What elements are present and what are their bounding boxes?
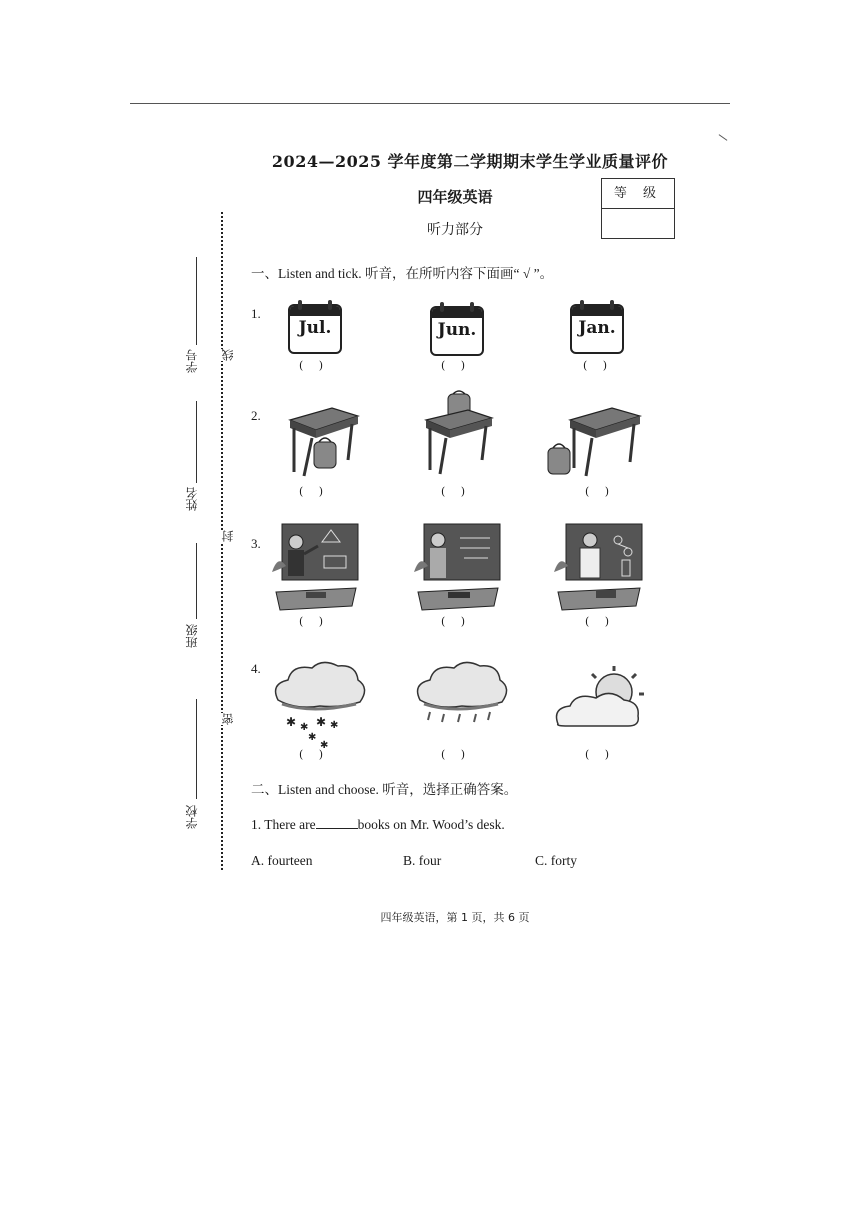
math-teacher-icon[interactable]	[270, 522, 362, 612]
calendar-month-jul: Jul.	[298, 318, 332, 338]
snow-cloud-icon[interactable]	[268, 660, 368, 750]
svg-text:✱: ✱	[300, 722, 309, 733]
school-line	[196, 699, 197, 799]
calendar-icon-jun[interactable]	[430, 302, 484, 352]
answer-parentheses[interactable]: ( )	[298, 748, 330, 761]
grade-box	[601, 178, 675, 239]
answer-parentheses[interactable]: ( )	[582, 359, 614, 372]
answer-blank[interactable]	[316, 816, 358, 829]
desk-bag-under-icon[interactable]	[282, 398, 360, 478]
option-c[interactable]: C. forty	[535, 853, 577, 868]
seal-word-seal: 封	[221, 530, 235, 542]
answer-parentheses[interactable]: ( )	[298, 359, 330, 372]
seal-word-secret: 密	[221, 713, 235, 725]
question-number: 1.	[251, 306, 261, 321]
svg-text:✱: ✱	[308, 732, 317, 743]
sunny-cloudy-icon[interactable]	[552, 662, 654, 736]
student-id-line	[196, 257, 197, 345]
svg-text:✱: ✱	[316, 715, 327, 729]
option-b[interactable]: B. four	[403, 853, 442, 868]
exam-subtitle: 四年级英语	[417, 188, 493, 206]
answer-parentheses[interactable]: ( )	[298, 615, 330, 628]
class-line	[196, 543, 197, 619]
answer-parentheses[interactable]: ( )	[440, 359, 472, 372]
student-id-label: 学号	[185, 349, 199, 373]
page-footer: 四年级英语，第 1 页，共 6 页	[380, 911, 530, 924]
svg-text:✱: ✱	[320, 740, 329, 750]
calendar-icon-jul[interactable]	[288, 300, 342, 350]
option-a[interactable]: A. fourteen	[251, 853, 313, 868]
part2-heading: 二、Listen and choose. 听音，选择正确答案。	[251, 782, 518, 797]
answer-parentheses[interactable]: ( )	[584, 615, 616, 628]
answer-parentheses[interactable]: ( )	[440, 485, 472, 498]
rain-cloud-icon[interactable]	[410, 660, 510, 726]
question-number: 4.	[251, 661, 261, 676]
svg-text:✱: ✱	[330, 720, 339, 731]
answer-parentheses[interactable]: ( )	[584, 485, 616, 498]
name-line	[196, 401, 197, 483]
school-label: 学校	[185, 805, 199, 829]
calendar-icon-jan[interactable]	[570, 300, 624, 350]
calendar-month-jan: Jan.	[578, 318, 616, 338]
desk-bag-on-top-icon[interactable]	[422, 390, 496, 476]
question-text-after: books on Mr. Wood’s desk.	[357, 817, 505, 832]
svg-text:✱: ✱	[286, 715, 297, 729]
question-text	[251, 816, 505, 833]
question-number: 3.	[251, 536, 261, 551]
desk-bag-beside-icon[interactable]	[546, 398, 646, 478]
chinese-teacher-icon[interactable]	[412, 522, 504, 612]
scan-mark	[719, 134, 728, 141]
grade-box-field[interactable]	[602, 209, 674, 238]
answer-parentheses[interactable]: ( )	[298, 485, 330, 498]
top-rule	[130, 103, 730, 104]
section-name: 听力部分	[427, 222, 483, 238]
answer-parentheses[interactable]: ( )	[440, 615, 472, 628]
calendar-month-jun: Jun.	[437, 320, 477, 340]
exam-title: 2024—2025 学年度第二学期期末学生学业质量评价	[271, 152, 669, 171]
question-text-before: 1. There are	[251, 817, 316, 832]
part1-heading: 一、Listen and tick. 听音，在所听内容下面画“ √ ”。	[251, 266, 554, 281]
class-label: 班级	[185, 624, 199, 648]
answer-parentheses[interactable]: ( )	[584, 748, 616, 761]
answer-parentheses[interactable]: ( )	[440, 748, 472, 761]
seal-word-line: 线	[221, 349, 235, 361]
name-label: 姓名	[185, 487, 199, 511]
science-teacher-icon[interactable]	[552, 522, 646, 612]
grade-box-label: 等 级	[602, 179, 674, 209]
question-number: 2.	[251, 408, 261, 423]
